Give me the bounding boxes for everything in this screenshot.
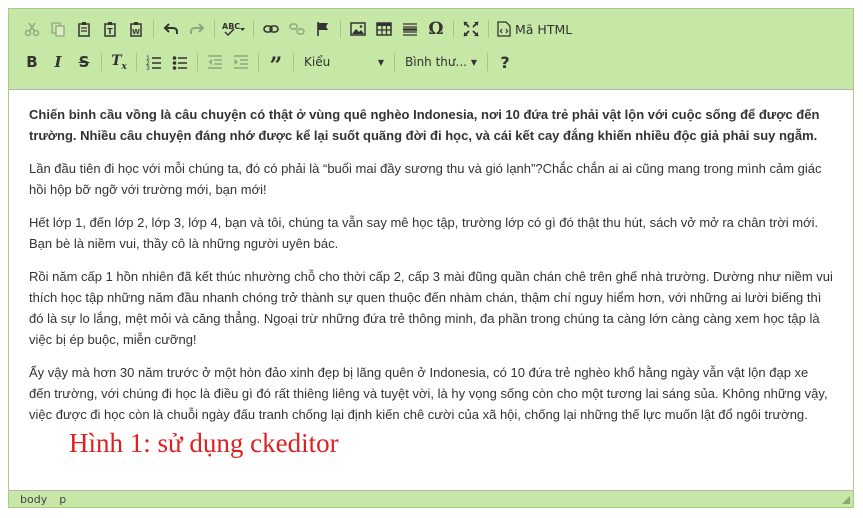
help-label: ? xyxy=(500,52,510,72)
special-char-icon[interactable]: Ω xyxy=(428,19,444,39)
svg-text:3: 3 xyxy=(146,65,150,70)
toolbar-separator xyxy=(394,53,395,71)
horizontal-rule-icon[interactable] xyxy=(397,16,423,42)
bold-icon[interactable]: B xyxy=(26,53,38,71)
redo-icon[interactable] xyxy=(184,16,210,42)
paragraph: Lần đầu tiên đi học với mỗi chúng ta, đó có phải là “buổi mai đầy sương thu và gió lạnh”?Chắc chắn ai ai cũng mang trong mình cảm giác hồi hộp bỡ ngỡ với trường mới, bạn mới! xyxy=(29,161,822,197)
toolbar xyxy=(9,9,853,89)
toolbar-separator xyxy=(258,53,259,71)
paragraph: Rồi năm cấp 1 hồn nhiên đã kết thúc nhường chỗ cho thời cấp 2, cấp 3 mài đũng quần chán chê trên ghế nhà trường. Dường như niềm vui thích học tập những năm đầu nhanh chóng trở thành sự quen thuộc đến nhàm chán, thậm chí nguy hiểm hơn, với những ai lười biếng thì đó là sự lo lắng, mệt mỏi và căng thẳng. Ngoại trừ những đứa trẻ thông minh, đa phần trong chúng ta càng lớn càng càng xem học tập là việc bị ép buộc, miễn cưỡng! xyxy=(29,269,833,347)
copy-icon[interactable] xyxy=(45,16,71,42)
toolbar-separator xyxy=(153,20,154,38)
indent-icon[interactable] xyxy=(228,49,254,75)
paste-icon[interactable] xyxy=(71,16,97,42)
paste-text-icon[interactable] xyxy=(97,16,123,42)
svg-text:ABC: ABC xyxy=(222,22,241,31)
styles-combo[interactable] xyxy=(298,50,390,74)
svg-text:W: W xyxy=(132,28,140,36)
paragraph: Hết lớp 1, đến lớp 2, lớp 3, lớp 4, bạn và tôi, chúng ta vẫn say mê học tập, trường lớp có gì đó thật thu hút, sách vở mở ra chân trời mới. Bạn bè là niềm vui, thầy cô là những người uyên bác. xyxy=(29,215,819,251)
svg-text:2: 2 xyxy=(146,60,150,67)
figure-caption: Hình 1: sử dụng ckeditor xyxy=(69,428,339,458)
remove-format-icon[interactable]: $T_x$ xyxy=(111,52,127,72)
cut-icon[interactable] xyxy=(19,16,45,42)
svg-text:1: 1 xyxy=(146,55,150,62)
maximize-icon[interactable] xyxy=(458,16,484,42)
toolbar-separator xyxy=(293,53,294,71)
bulleted-list-icon[interactable] xyxy=(167,49,193,75)
chevron-down-icon: ▼ xyxy=(470,57,477,67)
lead-paragraph: Chiến binh cầu vồng là câu chuyện có thật ở vùng quê nghèo Indonesia, nơi 10 đứa trẻ phải vật lộn với cuộc sống để được đến trường. Nhiều câu chuyện đáng nhớ được kể lại suốt quãng đời đi học, và cái kết cay đắng khiến nhiều độc giả phải suy ngẫm. xyxy=(29,107,820,143)
toolbar-separator xyxy=(453,20,454,38)
chevron-down-icon: ▼ xyxy=(377,57,384,67)
toolbar-separator xyxy=(136,53,137,71)
ckeditor xyxy=(8,8,854,508)
unlink-icon[interactable] xyxy=(284,16,310,42)
svg-text:T: T xyxy=(107,27,113,36)
spellcheck-icon[interactable] xyxy=(219,16,249,42)
table-icon[interactable] xyxy=(371,16,397,42)
path-item-body[interactable]: body xyxy=(20,492,48,506)
source-button[interactable] xyxy=(493,16,576,42)
link-icon[interactable] xyxy=(258,16,284,42)
toolbar-separator xyxy=(487,53,488,71)
format-combo[interactable] xyxy=(399,50,483,74)
toolbar-separator xyxy=(253,20,254,38)
format-combo-label: Bình thư... xyxy=(405,55,467,69)
source-button-label: Mã HTML xyxy=(515,21,573,37)
blockquote-icon[interactable]: ” xyxy=(269,53,283,79)
outdent-icon[interactable] xyxy=(202,49,228,75)
paste-from-word-icon[interactable] xyxy=(123,16,149,42)
toolbar-separator xyxy=(197,53,198,71)
paragraph: Ấy vậy mà hơn 30 năm trước ở một hòn đảo xinh đẹp bị lãng quên ở Indonesia, có 10 đứa trẻ nghèo khổ hằng ngày vẫn vật lộn đạp xe đến trường, với chúng đi học là điều gì đó rất thiêng liêng và tuyệt vời, là hy vọng sống còn cho một tương lai sáng sủa. Không những vậy, việc được đi học còn là chuỗi ngày đấu tranh chống lại định kiến chê cười của xã hội, chống lại những thế lực muốn lật đổ ngôi trường. xyxy=(29,365,828,422)
resize-handle[interactable] xyxy=(842,496,850,504)
toolbar-separator xyxy=(214,20,215,38)
path-item-p[interactable]: p xyxy=(59,492,67,506)
toolbar-row-1 xyxy=(19,16,576,42)
help-icon[interactable] xyxy=(492,49,518,75)
toolbar-row-2 xyxy=(19,49,518,79)
undo-icon[interactable] xyxy=(158,16,184,42)
element-path-bar xyxy=(9,491,863,507)
styles-combo-label: Kiểu xyxy=(304,55,331,69)
toolbar-separator xyxy=(488,20,489,38)
image-icon[interactable] xyxy=(345,16,371,42)
toolbar-separator xyxy=(101,53,102,71)
anchor-flag-icon[interactable] xyxy=(310,16,336,42)
numbered-list-icon[interactable] xyxy=(141,49,167,75)
editor-content[interactable] xyxy=(9,89,853,491)
strikethrough-icon[interactable]: S xyxy=(78,53,90,71)
source-page-icon xyxy=(497,21,511,37)
toolbar-separator xyxy=(340,20,341,38)
italic-icon[interactable]: I xyxy=(54,53,62,71)
